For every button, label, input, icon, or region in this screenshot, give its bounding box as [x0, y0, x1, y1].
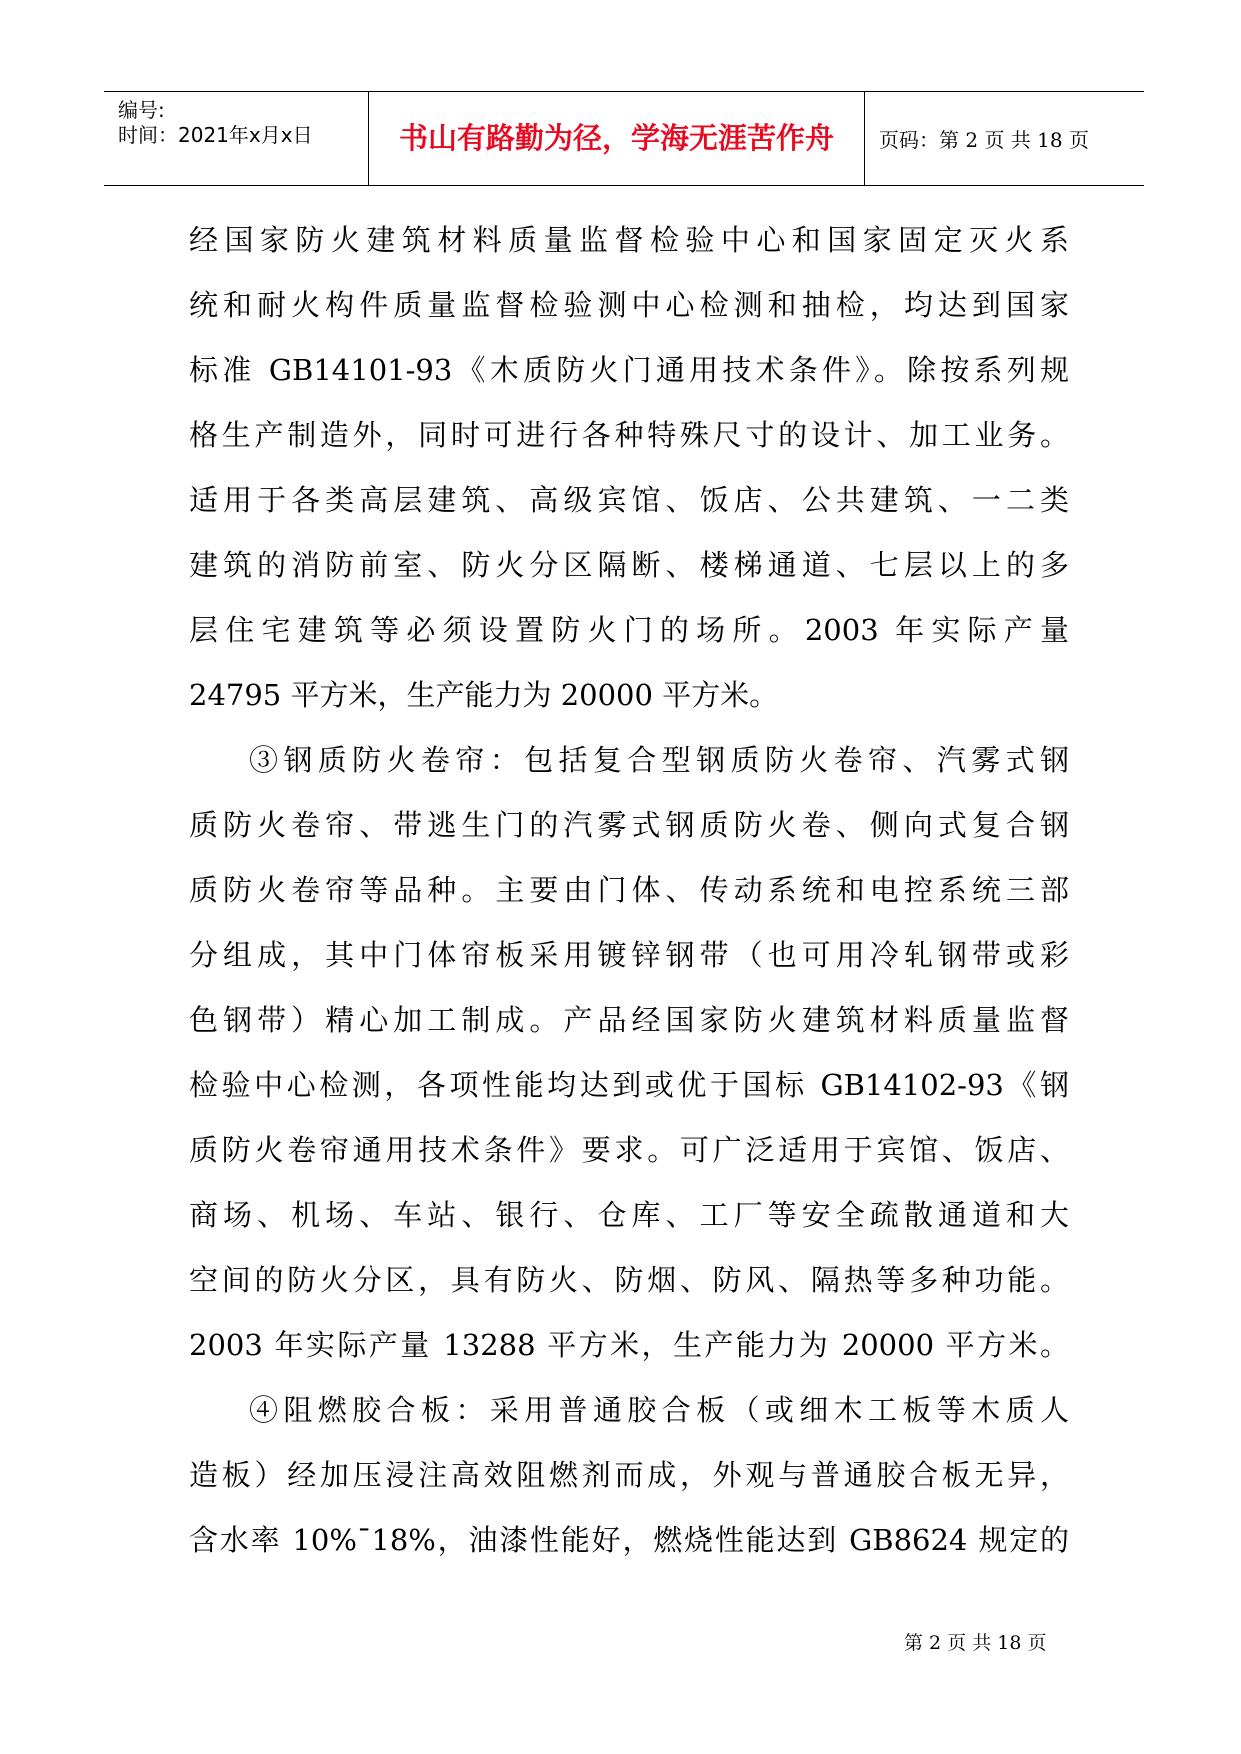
page-footer-number: 第 2 页 共 18 页 [904, 1632, 1047, 1654]
text-line: 造板）经加压浸注高效阻燃剂而成，外观与普通胶合板无异， [189, 1458, 1069, 1492]
text-line: 层住宅建筑等必须设置防火门的场所。2003 年实际产量 [189, 613, 1069, 647]
text-line: 含水率 10%¯18%，油漆性能好，燃烧性能达到 GB8624 规定的 [189, 1523, 1069, 1557]
header-right-cell [865, 92, 1144, 185]
text-line: 质防火卷帘通用技术条件》要求。可广泛适用于宾馆、饭店、 [189, 1133, 1069, 1167]
page-header [104, 91, 1144, 186]
text-line: 质防火卷帘、带逃生门的汽雾式钢质防火卷、侧向式复合钢 [189, 808, 1069, 842]
text-line: 质防火卷帘等品种。主要由门体、传动系统和电控系统三部 [189, 873, 1069, 907]
header-left-cell [104, 92, 369, 185]
header-middle-cell [369, 92, 865, 185]
document-time-label: 时间：2021年x月x日 [118, 123, 313, 147]
text-line: 标准 GB14101-93《木质防火门通用技术条件》。除按系列规 [189, 353, 1069, 387]
text-line: ④阻燃胶合板：采用普通胶合板（或细木工板等木质人 [249, 1393, 1069, 1427]
text-line: 商场、机场、车站、银行、仓库、工厂等安全疏散通道和大 [189, 1198, 1069, 1232]
text-line: 统和耐火构件质量监督检验测中心检测和抽检，均达到国家 [189, 288, 1069, 322]
text-line: 24795 平方米，生产能力为 20000 平方米。 [189, 678, 779, 712]
text-line: 空间的防火分区，具有防火、防烟、防风、隔热等多种功能。 [189, 1263, 1069, 1297]
text-line: 2003 年实际产量 13288 平方米，生产能力为 20000 平方米。 [189, 1328, 1069, 1362]
document-number-label: 编号: [118, 98, 165, 122]
text-line: 适用于各类高层建筑、高级宾馆、饭店、公共建筑、一二类 [189, 483, 1069, 517]
text-line: ③钢质防火卷帘：包括复合型钢质防火卷帘、汽雾式钢 [249, 743, 1069, 777]
text-line: 分组成，其中门体帘板采用镀锌钢带（也可用冷轧钢带或彩 [189, 938, 1069, 972]
text-line: 经国家防火建筑材料质量监督检验中心和国家固定灭火系 [189, 223, 1069, 257]
header-page-code: 页码：第 2 页 共 18 页 [879, 128, 1089, 152]
text-line: 格生产制造外，同时可进行各种特殊尺寸的设计、加工业务。 [189, 418, 1069, 452]
text-line: 检验中心检测，各项性能均达到或优于国标 GB14102-93《钢 [189, 1068, 1069, 1102]
header-motto: 书山有路勤为径，学海无涯苦作舟 [398, 121, 834, 155]
text-line: 建筑的消防前室、防火分区隔断、楼梯通道、七层以上的多 [189, 548, 1069, 582]
text-line: 色钢带）精心加工制成。产品经国家防火建筑材料质量监督 [189, 1003, 1069, 1037]
